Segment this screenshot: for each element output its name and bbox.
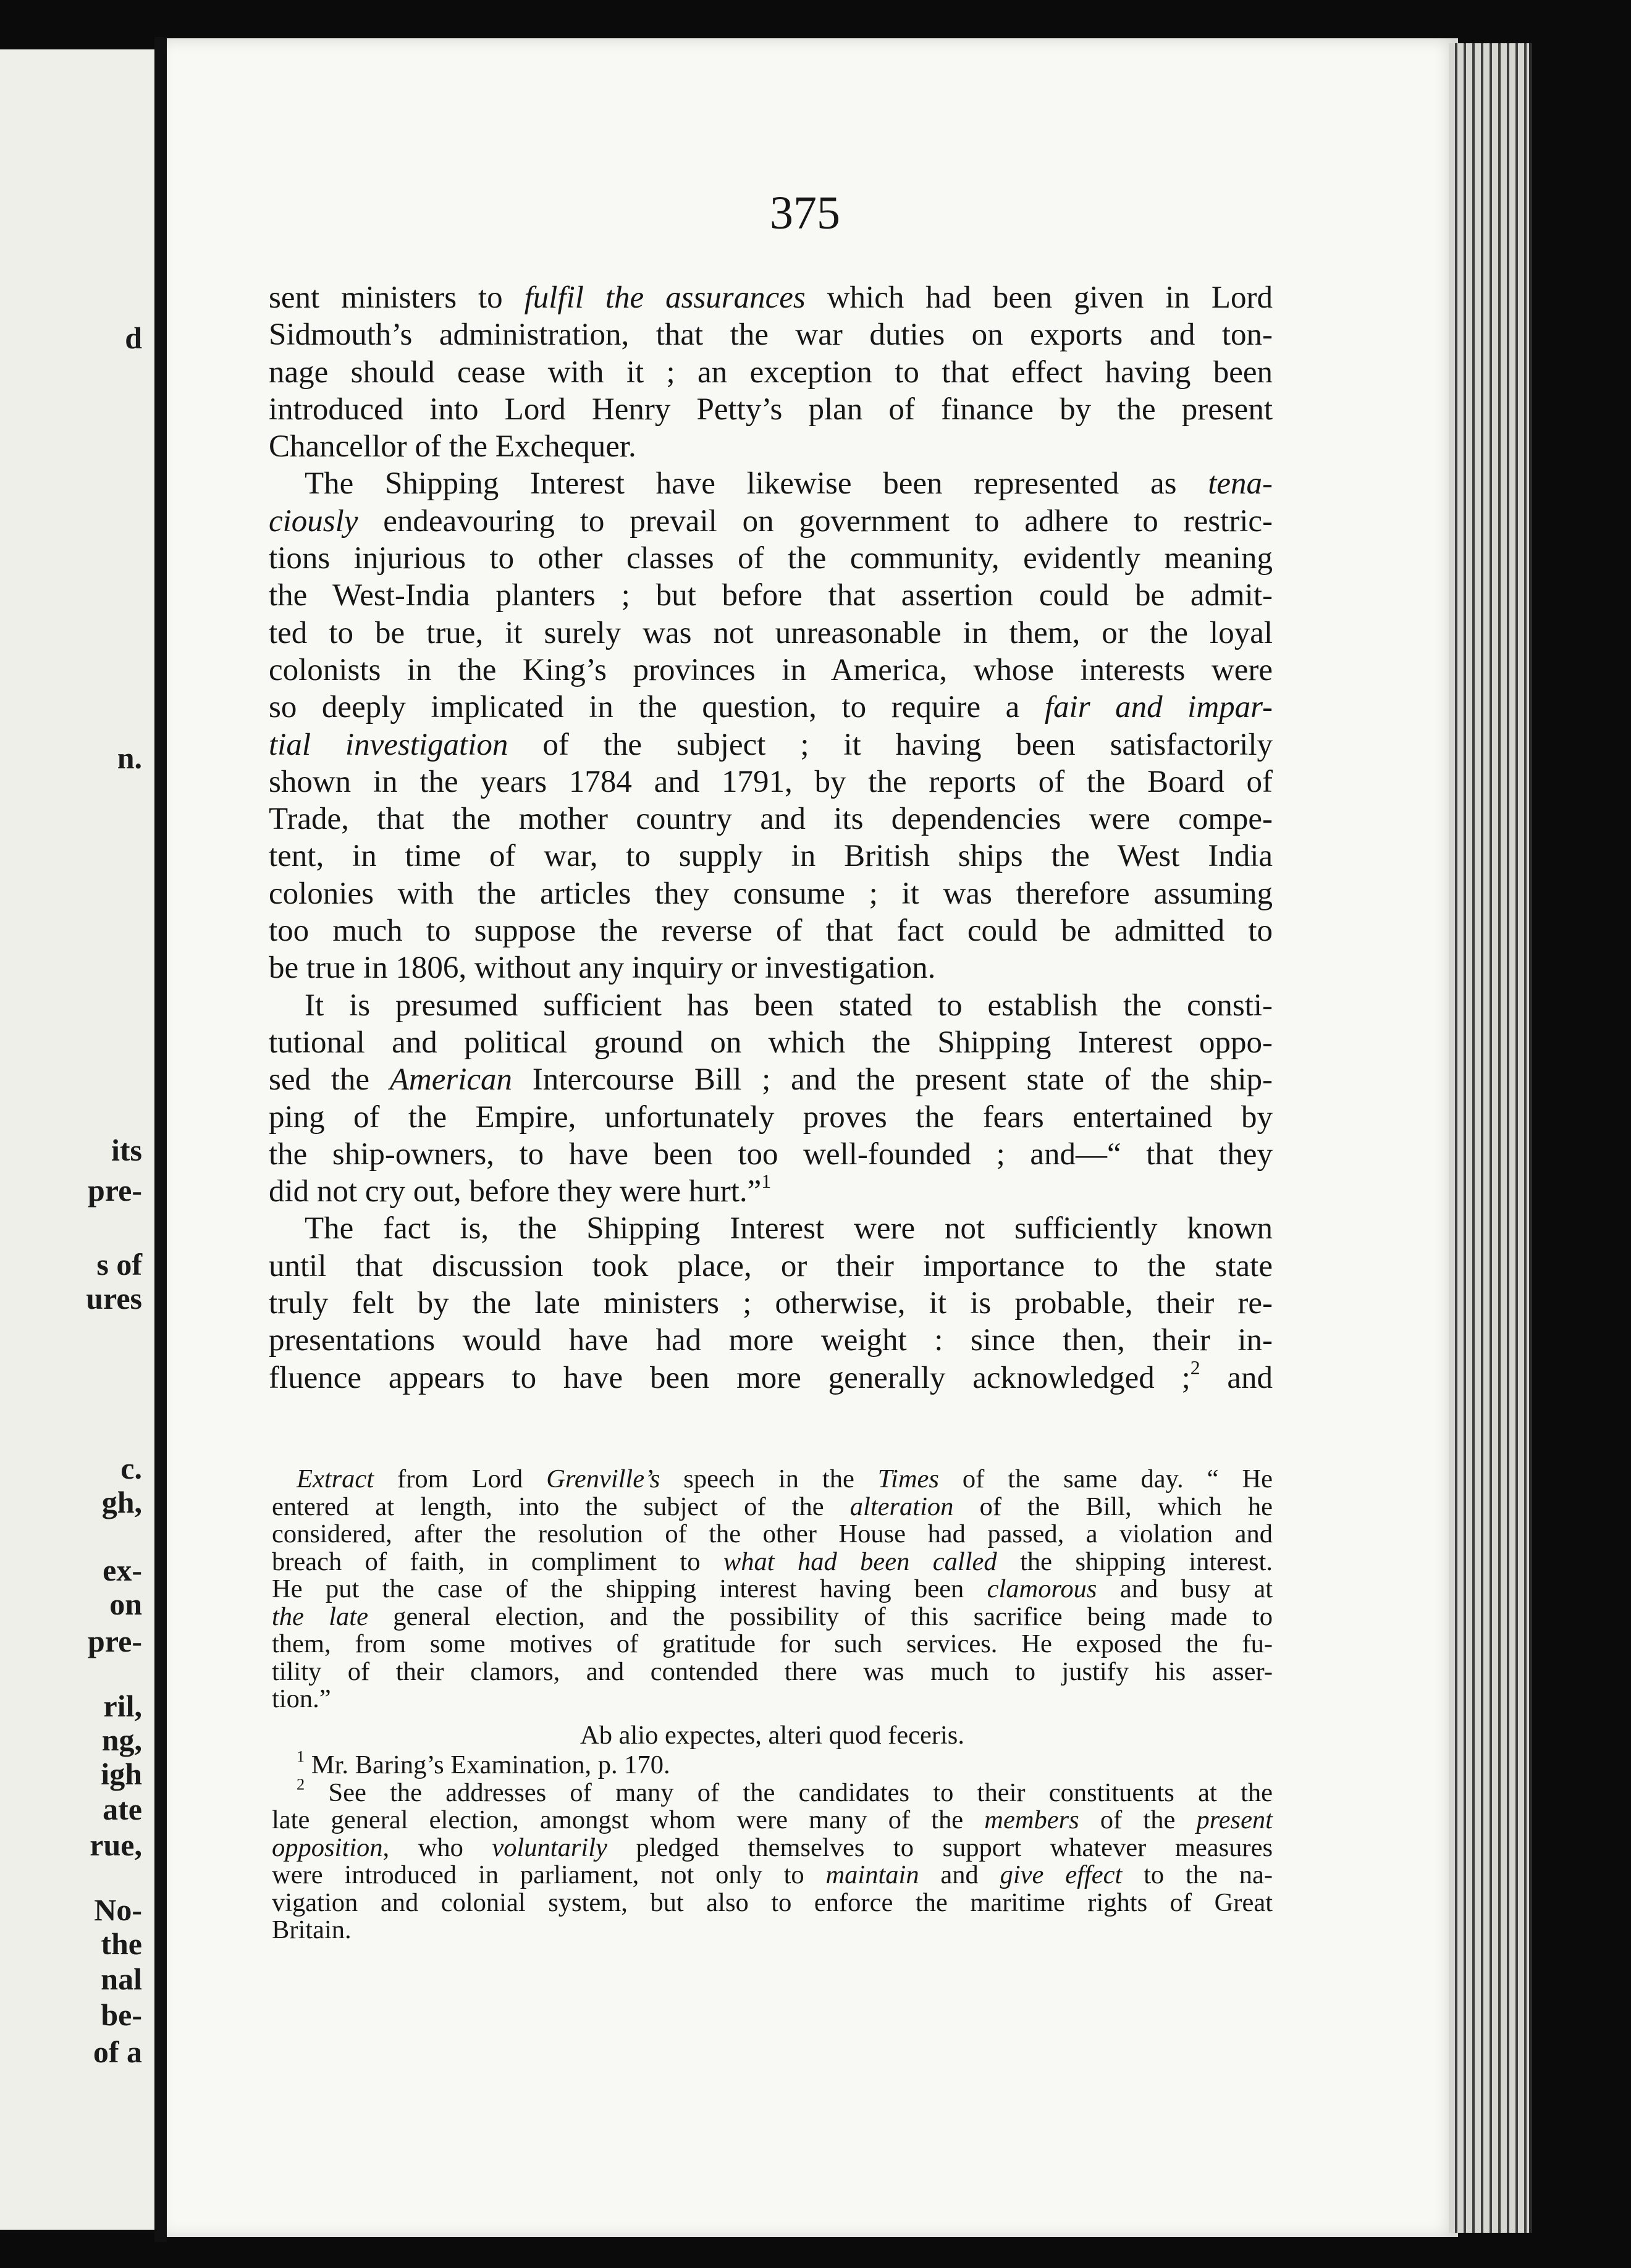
body-line: nage should cease with it ; an exception to that effect having been xyxy=(269,355,1273,390)
body-line: colonists in the King’s provinces in America, whose interests were xyxy=(269,652,1273,687)
left-page-fragment: on xyxy=(109,1587,142,1621)
body-line: be true in 1806, without any inquiry or investigation. xyxy=(269,951,936,986)
left-page-fragment: ex- xyxy=(103,1553,142,1587)
left-page-fragment: d xyxy=(125,321,142,355)
body-line: tent, in time of war, to supply in British ships the West India xyxy=(269,839,1273,874)
footnote-line: He put the case of the shipping interest having been clamorous and busy at xyxy=(272,1574,1273,1603)
body-line: The Shipping Interest have likewise been represented as tena- xyxy=(305,466,1273,502)
footnote-line: $^1$ Mr. Baring’s Examination, p. 170. xyxy=(297,1747,670,1779)
body-line: presentations would have had more weight : since then, their in- xyxy=(269,1323,1273,1358)
body-line: truly felt by the late ministers ; otherwise, it is probable, their re- xyxy=(269,1286,1273,1321)
footnote-line: tion.” xyxy=(272,1684,331,1713)
left-page-fragment: pre- xyxy=(88,1173,142,1208)
left-page-fragment: rue, xyxy=(90,1828,142,1862)
body-line: shown in the years 1784 and 1791, by the reports of the Board of xyxy=(269,764,1273,799)
left-page-fragment: ate xyxy=(103,1792,142,1826)
left-page-fragment: of a xyxy=(93,2035,142,2069)
body-text xyxy=(269,279,1273,1396)
footnote-line: breach of faith, in compliment to what had been called the shipping interest. xyxy=(272,1547,1273,1576)
body-line: colonies with the articles they consume ; it was therefore assuming xyxy=(269,876,1273,911)
body-line: It is presumed sufficient has been stated to establish the consti- xyxy=(305,988,1273,1023)
page-number: 375 xyxy=(770,187,840,239)
left-page-fragment: n. xyxy=(117,741,142,775)
left-page-fragment: igh xyxy=(101,1757,142,1791)
book-gutter xyxy=(154,37,167,2242)
left-page-fragment: ril, xyxy=(103,1689,142,1723)
body-line: did not cry out, before they were hurt.”$^1$ xyxy=(269,1170,772,1209)
body-line: Chancellor of the Exchequer. xyxy=(269,429,636,464)
body-line: too much to suppose the reverse of that fact could be admitted to xyxy=(269,914,1273,949)
body-line: tions injurious to other classes of the community, evidently meaning xyxy=(269,541,1273,576)
body-line: tial investigation of the subject ; it having been satisfactorily xyxy=(269,727,1273,762)
footnote-line: opposition, who voluntarily pledged themselves to support whatever measures xyxy=(272,1833,1273,1862)
footnote-line: Britain. xyxy=(272,1915,352,1944)
body-line: introduced into Lord Henry Petty’s plan of finance by the present xyxy=(269,392,1273,427)
body-line: the West-India planters ; but before that assertion could be admit- xyxy=(269,578,1273,613)
left-page-fragment: pre- xyxy=(88,1624,142,1658)
footnote-line: vigation and colonial system, but also to enforce the maritime rights of Great xyxy=(272,1888,1273,1917)
body-line: The fact is, the Shipping Interest were not sufficiently known xyxy=(305,1211,1273,1246)
footnote-line: tility of their clamors, and contended there was much to justify his asser- xyxy=(272,1657,1273,1686)
body-line: ted to be true, it surely was not unreasonable in them, or the loyal xyxy=(269,615,1273,650)
footnote-line: Extract from Lord Grenville’s speech in the Times of the same day. “ He xyxy=(297,1464,1273,1493)
footnote-line: were introduced in parliament, not only to maintain and give effect to the na- xyxy=(272,1860,1273,1889)
footnotes xyxy=(272,1466,1273,1944)
footnote-line: considered, after the resolution of the other House had passed, a violation and xyxy=(272,1519,1273,1548)
left-page-fragment: ng, xyxy=(101,1723,142,1757)
footnote-line: late general election, amongst whom were many of the members of the present xyxy=(272,1805,1273,1834)
body-line: sent ministers to fulfil the assurances which had been given in Lord xyxy=(269,280,1273,315)
body-line: sed the American Intercourse Bill ; and the present state of the ship- xyxy=(269,1062,1273,1098)
left-page-fragment: nal xyxy=(101,1962,142,1996)
left-facing-page xyxy=(0,49,158,2230)
left-page-fragment: be- xyxy=(101,1997,142,2032)
footnote-line: $^2$ See the addresses of many of the candidates to their constituents at the xyxy=(297,1775,1273,1807)
left-page-fragments xyxy=(0,49,154,2230)
body-line: Trade, that the mother country and its dependencies were compe- xyxy=(269,802,1273,837)
body-line: Sidmouth’s administration, that the war duties on exports and ton- xyxy=(269,317,1273,353)
left-page-fragment: the xyxy=(101,1926,142,1961)
body-line: the ship-owners, to have been too well-founded ; and—“ that they xyxy=(269,1136,1273,1172)
footnote-line: entered at length, into the subject of the alteration of the Bill, which he xyxy=(272,1492,1273,1521)
footnote-line: them, from some motives of gratitude for such services. He exposed the fu- xyxy=(272,1629,1273,1658)
footnote-motto: Ab alio expectes, alteri quod feceris. xyxy=(580,1720,964,1750)
left-page-fragment: c. xyxy=(120,1451,142,1485)
body-line: until that discussion took place, or their importance to the state xyxy=(269,1248,1273,1283)
body-line: ciously endeavouring to prevail on government to adhere to restric- xyxy=(269,503,1273,539)
left-page-fragment: its xyxy=(111,1133,142,1167)
body-line: fluence appears to have been more generally acknowledged ;$^2$ and xyxy=(269,1356,1273,1395)
body-line: ping of the Empire, unfortunately proves the fears entertained by xyxy=(269,1099,1273,1135)
left-page-fragment: ures xyxy=(86,1281,142,1316)
left-page-fragment: No- xyxy=(94,1892,142,1927)
footnote-line: the late general election, and the possibility of this sacrifice being made to xyxy=(272,1602,1273,1631)
body-line: so deeply implicated in the question, to require a fair and impar- xyxy=(269,690,1273,725)
left-page-fragment: s of xyxy=(96,1247,142,1282)
body-line: tutional and political ground on which the Shipping Interest oppo- xyxy=(269,1025,1273,1060)
page-fore-edge xyxy=(1449,43,1532,2233)
left-page-fragment: gh, xyxy=(101,1485,142,1519)
